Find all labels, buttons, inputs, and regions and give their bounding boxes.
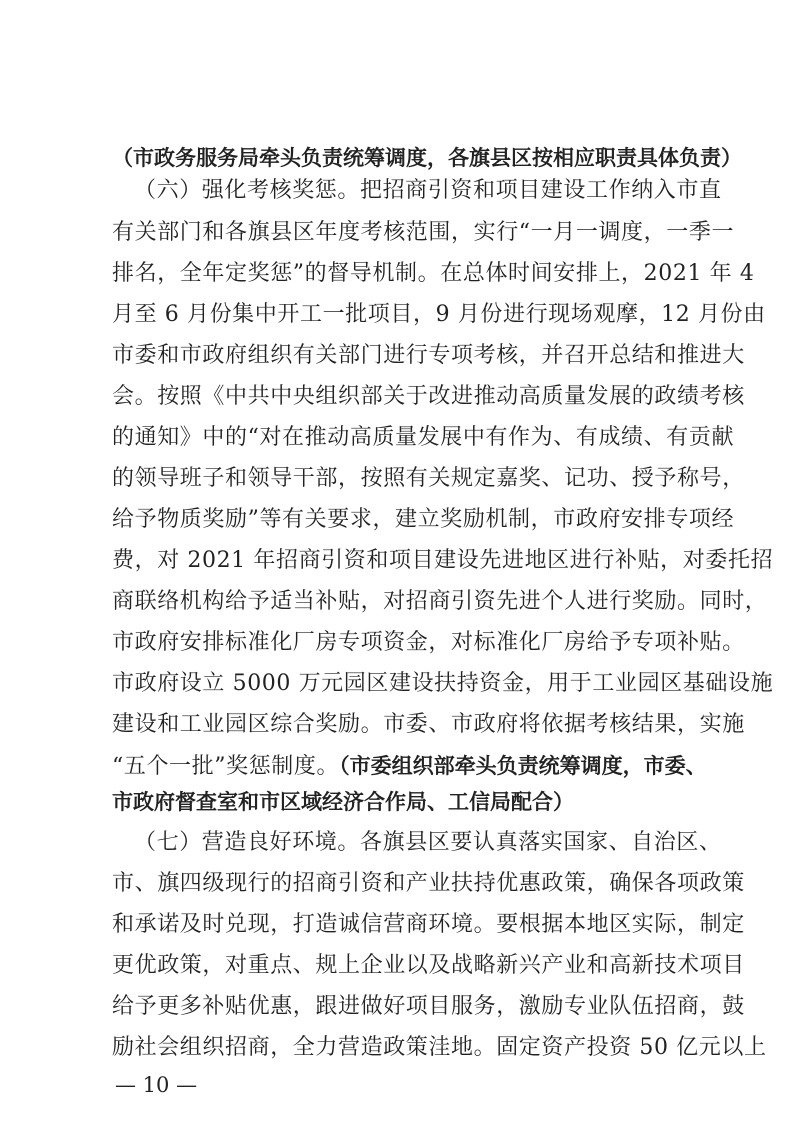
text-line: 的通知》中的“对在推动高质量发展中有作为、有成绩、有贡献 xyxy=(112,425,735,450)
text-line: 市政府安排标准化厂房专项资金，对标准化厂房给予专项补贴。 xyxy=(112,630,745,655)
text-line: 给予物质奖励”等有关要求，建立奖励机制，市政府安排专项经 xyxy=(112,507,735,532)
text-line: 会。按照《中共中央组织部关于改进推动高质量发展的政绩考核 xyxy=(112,384,745,409)
text-line: 月至 6 月份集中开工一批项目，9 月份进行现场观摩，12 月份由 xyxy=(112,302,766,327)
text-line-regular-part: “五个一批”奖惩制度。 xyxy=(112,754,340,779)
text-line: 排名，全年定奖惩”的督导机制。在总体时间安排上，2021 年 4 xyxy=(112,261,755,286)
text-line: 励社会组织招商，全力营造政策洼地。固定资产投资 50 亿元以上 xyxy=(112,1035,767,1060)
text-line-section-seven-heading: （七）营造良好环境。各旗县区要认真落实国家、自治区、 xyxy=(134,830,722,855)
text-line: 更优政策，对重点、规上企业以及战略新兴产业和高新技术项目 xyxy=(112,953,745,978)
text-line: 市政府设立 5000 万元园区建设扶持资金，用于工业园区基础设施 xyxy=(112,671,774,696)
text-line: 的领导班子和领导干部，按照有关规定嘉奖、记功、授予称号， xyxy=(112,466,745,491)
text-line: 建设和工业园区综合奖励。市委、市政府将依据考核结果，实施 xyxy=(112,712,745,737)
text-line-section-six-heading: （六）强化考核奖惩。把招商引资和项目建设工作纳入市直 xyxy=(134,178,722,203)
text-line: 费，对 2021 年招商引资和项目建设先进地区进行补贴，对委托招 xyxy=(112,548,774,573)
text-line: 和承诺及时兑现，打造诚信营商环境。要根据本地区实际，制定 xyxy=(112,912,745,937)
text-line-mixed xyxy=(112,748,712,784)
text-line: 市委和市政府组织有关部门进行专项考核，并召开总结和推进大 xyxy=(112,343,745,368)
text-line: 给予更多补贴优惠，跟进做好项目服务，激励专业队伍招商，鼓 xyxy=(112,994,745,1019)
page-number: — 10 — xyxy=(115,1073,198,1097)
text-line-responsibility-note: （市政务服务局牵头负责统筹调度，各旗县区按相应职责具体负责） xyxy=(112,146,742,170)
text-line-bold-note: 市政府督查室和市区域经济合作局、工信局配合） xyxy=(112,790,574,814)
text-line-bold-note: （市委组织部牵头负责统筹调度，市委、 xyxy=(339,754,707,778)
text-line: 有关部门和各旗县区年度考核范围，实行“一月一调度，一季一 xyxy=(112,220,735,245)
text-line: 商联络机构给予适当补贴，对招商引资先进个人进行奖励。同时， xyxy=(112,589,768,614)
text-line: 市、旗四级现行的招商引资和产业扶持优惠政策，确保各项政策 xyxy=(112,871,745,896)
